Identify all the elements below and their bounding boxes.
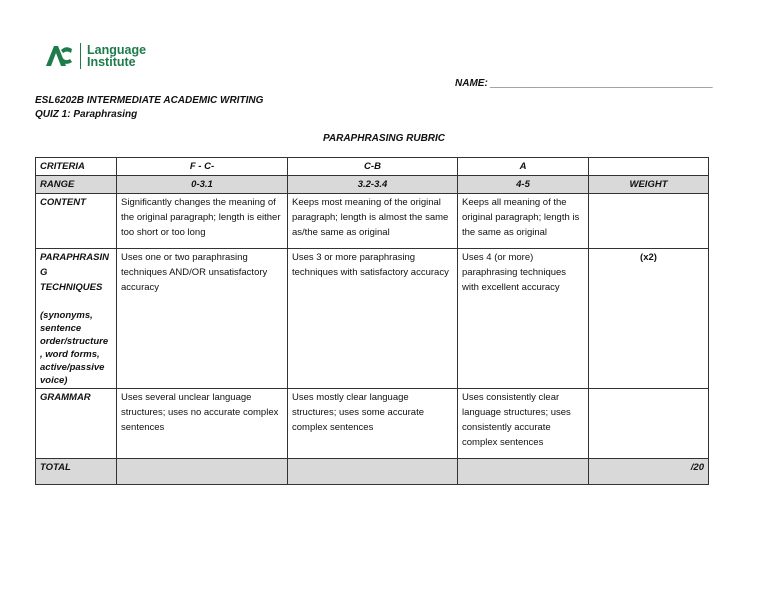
range-label: RANGE [36,176,117,194]
grammar-f: Uses several unclear language structures; uses no accurate complex sentences [117,389,288,459]
total-f [117,459,288,485]
ac-logo-icon [44,42,74,70]
criteria-content: CONTENT [36,194,117,249]
techniques-cb: Uses 3 or more paraphrasing techniques with satisfactory accuracy [288,249,458,389]
range-cb: 3.2-3.4 [288,176,458,194]
header-blank [589,158,709,176]
logo-line-1: Language [87,43,147,57]
grammar-a: Uses consistently clear language structures; uses consistently accurate complex sentences [458,389,589,459]
total-row [36,459,709,485]
range-row [36,176,709,194]
table-row [36,194,709,249]
criteria-techniques-label: PARAPHRASIN G TECHNIQUES [40,252,109,293]
total-a [458,459,589,485]
course-title: ESL6202B INTERMEDIATE ACADEMIC WRITING [35,95,264,106]
criteria-techniques-examples: (synonyms, sentence order/structure , word forms, active/passive voice) [40,310,109,386]
content-weight [589,194,709,249]
grammar-weight [589,389,709,459]
name-field-label: NAME: ________________________________________ [455,78,714,89]
techniques-f: Uses one or two paraphrasing techniques AND/OR unsatisfactory accuracy [117,249,288,389]
techniques-a: Uses 4 (or more) paraphrasing techniques with excellent accuracy [458,249,589,389]
content-a: Keeps all meaning of the original paragraph; length is the same as original [458,194,589,249]
techniques-weight: (x2) [589,249,709,389]
rubric-table [35,157,709,485]
total-cb [288,459,458,485]
header-cb: C-B [288,158,458,176]
range-a: 4-5 [458,176,589,194]
criteria-grammar: GRAMMAR [36,389,117,459]
header-f: F - C- [117,158,288,176]
logo-text [87,44,146,68]
quiz-title: QUIZ 1: Paraphrasing [35,109,138,120]
content-f: Significantly changes the meaning of the original paragraph; length is either too short or too long [117,194,288,249]
grammar-cb: Uses mostly clear language structures; uses some accurate complex sentences [288,389,458,459]
header-row [36,158,709,176]
logo-divider [80,43,81,69]
header-criteria: CRITERIA [36,158,117,176]
rubric-title: PARAPHRASING RUBRIC [322,133,446,144]
range-f: 0-3.1 [117,176,288,194]
course-info [35,94,263,122]
table-row [36,249,709,389]
total-value: /20 [589,459,709,485]
table-row [36,389,709,459]
logo-line-2: Institute [87,55,136,69]
header-a: A [458,158,589,176]
total-label: TOTAL [36,459,117,485]
weight-header: WEIGHT [589,176,709,194]
content-cb: Keeps most meaning of the original paragraph; length is almost the same as/the same as original [288,194,458,249]
language-institute-logo [44,42,146,70]
criteria-techniques [36,249,117,389]
